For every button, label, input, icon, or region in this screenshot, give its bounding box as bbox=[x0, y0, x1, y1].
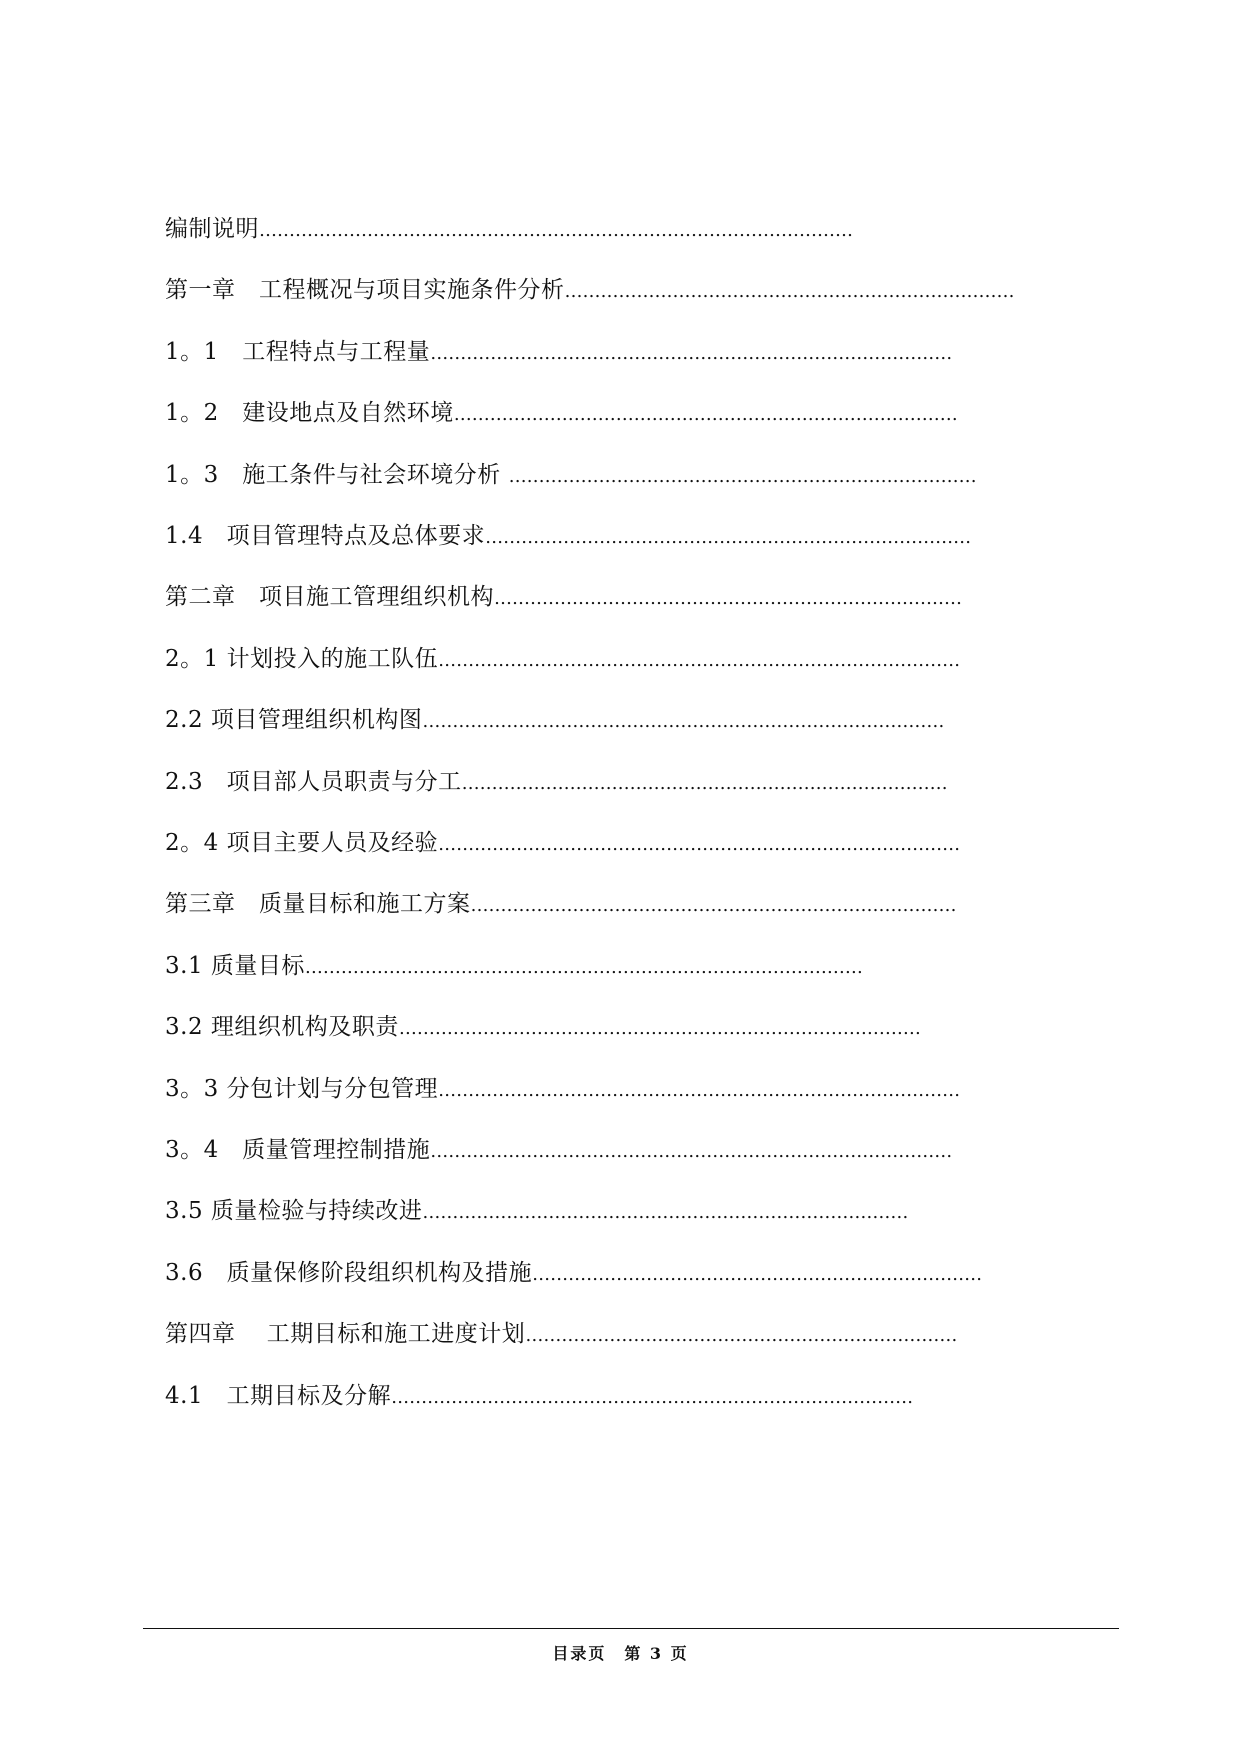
toc-dot-leader: ……………………………………………………………… bbox=[525, 1325, 958, 1347]
toc-entry-title: 2。4 项目主要人员及经验 bbox=[165, 830, 439, 856]
toc-entry-title: 1。3 施工条件与社会环境分析 bbox=[165, 461, 509, 488]
page-footer: 目录页 第 3 页 bbox=[552, 1644, 689, 1663]
toc-entry[interactable] bbox=[165, 700, 1103, 740]
toc-entry[interactable] bbox=[165, 209, 1110, 249]
toc-dot-leader: ……………………………………………………………………………………… bbox=[259, 220, 853, 241]
toc-dot-leader: …………………………………………………………………………… bbox=[438, 1079, 961, 1101]
toc-entry[interactable] bbox=[165, 639, 1120, 679]
toc-entry[interactable] bbox=[165, 1069, 1120, 1109]
toc-dot-leader: …………………………………………………………………… bbox=[508, 465, 977, 487]
toc-dot-leader: …………………………………………………………………… bbox=[494, 588, 962, 610]
toc-dot-leader: …………………………………………………………………………… bbox=[398, 1018, 921, 1040]
toc-dot-leader: ………………………………………………………………………… bbox=[453, 404, 958, 426]
toc-entry[interactable] bbox=[165, 270, 1110, 310]
toc-entry[interactable] bbox=[165, 332, 1110, 372]
toc-dot-leader: ……………………………………………………………………… bbox=[461, 772, 948, 794]
toc-entry[interactable] bbox=[165, 516, 1098, 556]
toc-entry[interactable] bbox=[165, 823, 1115, 863]
toc-entry-title: 3.2 理组织机构及职责 bbox=[165, 1014, 399, 1041]
toc-dot-leader: …………………………………………………………………………… bbox=[422, 711, 945, 733]
toc-entry[interactable] bbox=[165, 1376, 1098, 1416]
toc-entry-title: 第二章 项目施工管理组织机构 bbox=[165, 584, 494, 611]
toc-entry-title: 第四章 工期目标和施工进度计划 bbox=[165, 1321, 526, 1348]
toc-entry-title: 2.3 项目部人员职责与分工 bbox=[165, 768, 462, 795]
toc-entry-title: 2.2 项目管理组织机构图 bbox=[165, 707, 423, 734]
toc-entry[interactable] bbox=[165, 1253, 1098, 1293]
toc-entry-title: 1。2 建设地点及自然环境 bbox=[165, 400, 454, 427]
toc-entry-title: 3。3 分包计划与分包管理 bbox=[165, 1075, 439, 1102]
toc-dot-leader: ………………………………………………………………………………… bbox=[304, 956, 863, 978]
toc-entry[interactable] bbox=[165, 393, 1110, 433]
toc-dot-leader: …………………………………………………………………………… bbox=[438, 649, 961, 671]
toc-dot-leader: ……………………………………………………………………… bbox=[485, 527, 972, 548]
toc-entry-title: 第一章 工程概况与项目实施条件分析 bbox=[165, 277, 565, 304]
toc-entry[interactable] bbox=[165, 884, 1110, 924]
toc-entry-title: 1。1 工程特点与工程量 bbox=[165, 338, 431, 365]
toc-dot-leader: ……………………………………………………………………… bbox=[470, 895, 957, 917]
toc-entry-title: 编制说明 bbox=[165, 216, 259, 242]
toc-entry[interactable] bbox=[165, 946, 1110, 986]
toc-dot-leader: ………………………………………………………………… bbox=[532, 1263, 983, 1285]
toc-entry-title: 4.1 工期目标及分解 bbox=[165, 1382, 392, 1409]
toc-entry-title: 第三章 质量目标和施工方案 bbox=[165, 891, 471, 918]
toc-entry[interactable] bbox=[165, 577, 1110, 617]
toc-entry[interactable] bbox=[165, 1191, 1085, 1231]
toc-dot-leader: …………………………………………………………………………… bbox=[430, 342, 953, 364]
toc-dot-leader: …………………………………………………………………………… bbox=[438, 834, 961, 855]
footer-divider bbox=[143, 1628, 1119, 1629]
toc-entry[interactable] bbox=[165, 1007, 1103, 1047]
toc-entry-title: 3.5 质量检验与持续改进 bbox=[165, 1198, 423, 1225]
toc-entry-title: 2。1 计划投入的施工队伍 bbox=[165, 645, 439, 672]
toc-entry-title: 3.1 质量目标 bbox=[165, 952, 305, 979]
toc-entry[interactable] bbox=[165, 762, 1098, 802]
toc-dot-leader: ………………………………………………………………… bbox=[564, 281, 1015, 303]
toc-dot-leader: ……………………………………………………………………… bbox=[422, 1202, 909, 1224]
toc-entry[interactable] bbox=[165, 1130, 1110, 1170]
toc-entry-title: 3.6 质量保修阶段组织机构及措施 bbox=[165, 1259, 533, 1286]
toc-dot-leader: …………………………………………………………………………… bbox=[391, 1386, 914, 1408]
toc-entry-title: 1.4 项目管理特点及总体要求 bbox=[165, 523, 486, 549]
toc-dot-leader: …………………………………………………………………………… bbox=[430, 1141, 953, 1162]
toc-entry[interactable] bbox=[165, 1314, 1098, 1354]
toc-entry-title: 3。4 质量管理控制措施 bbox=[165, 1137, 431, 1163]
toc-entry[interactable] bbox=[165, 455, 1098, 495]
